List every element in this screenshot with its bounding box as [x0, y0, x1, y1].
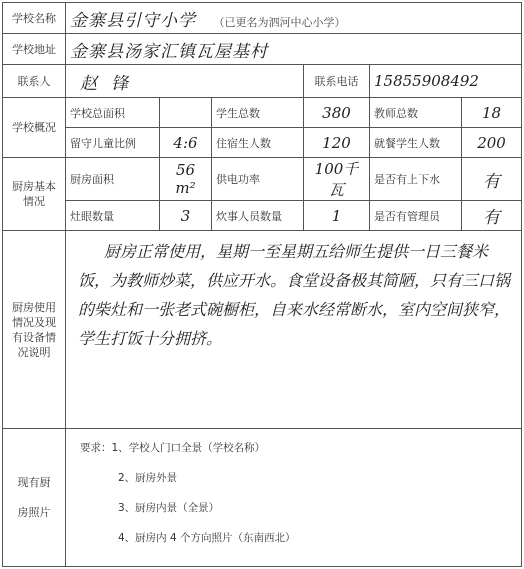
school-name-handwritten: 金寨县引守小学 [70, 10, 196, 31]
value-student-total: 380 [304, 98, 370, 128]
label-water: 是否有上下水 [370, 158, 462, 201]
row-overview-2 [3, 128, 522, 158]
kitchen-survey-form [2, 2, 521, 566]
value-school-area [160, 98, 212, 128]
label-kitchen-usage: 厨房使用情况及现有设备情况说明 [3, 231, 66, 429]
label-manager: 是否有管理员 [370, 201, 462, 231]
label-stove-count: 灶眼数量 [66, 201, 160, 231]
school-name-note: （已更名为泗河中心小学） [213, 15, 346, 29]
value-manager: 有 [462, 201, 522, 231]
value-boarding-students: 120 [304, 128, 370, 158]
label-left-behind-ratio: 留守儿童比例 [66, 128, 160, 158]
label-contact: 联系人 [3, 65, 66, 98]
label-school-overview: 学校概况 [3, 98, 66, 158]
label-kitchen-area: 厨房面积 [66, 158, 160, 201]
photo-requirement-item: 3、厨房内景（全景） [118, 502, 220, 514]
value-cook-count: 1 [304, 201, 370, 231]
label-cook-count: 炊事人员数量 [212, 201, 304, 231]
label-student-total: 学生总数 [212, 98, 304, 128]
value-left-behind-ratio: 4:6 [160, 128, 212, 158]
row-school-name [3, 3, 522, 34]
value-dining-students: 200 [462, 128, 522, 158]
value-teacher-total: 18 [462, 98, 522, 128]
row-kitchen-2 [3, 201, 522, 231]
row-overview-1 [3, 98, 522, 128]
row-kitchen-1 [3, 158, 522, 201]
row-photos [3, 429, 522, 567]
value-school-name [66, 3, 522, 34]
value-contact-phone: 15855908492 [370, 65, 522, 98]
label-photos: 现有厨房照片 [3, 429, 66, 567]
value-kitchen-area: 56 m² [160, 158, 212, 201]
label-teacher-total: 教师总数 [370, 98, 462, 128]
row-kitchen-usage [3, 231, 522, 429]
value-power: 100千瓦 [304, 158, 370, 201]
label-dining-students: 就餐学生人数 [370, 128, 462, 158]
photo-requirement-item: 2、厨房外景 [118, 472, 178, 484]
label-school-area: 学校总面积 [66, 98, 160, 128]
label-kitchen-status: 厨房基本情况 [3, 158, 66, 231]
photo-requirement-intro: 要求：1、学校人门口全景（学校名称） [80, 442, 266, 454]
value-school-address: 金寨县汤家汇镇瓦屋基村 [66, 34, 522, 65]
photo-requirements [66, 429, 522, 567]
row-contact [3, 65, 522, 98]
value-water: 有 [462, 158, 522, 201]
value-contact: 赵锋 [66, 65, 304, 98]
label-school-name: 学校名称 [3, 3, 66, 34]
label-power: 供电功率 [212, 158, 304, 201]
label-school-address: 学校地址 [3, 34, 66, 65]
row-school-address [3, 34, 522, 65]
label-boarding-students: 住宿生人数 [212, 128, 304, 158]
value-stove-count: 3 [160, 201, 212, 231]
value-kitchen-usage: 厨房正常使用，星期一至星期五给师生提供一日三餐米饭，为教师炒菜，供应开水。食堂设备极其简陋，只有三口锅的柴灶和一张老式碗橱柜，自来水经常断水，室内空间狭窄，学生打饭十分拥挤。 [66, 231, 522, 429]
photo-requirement-item: 4、厨房内 4 个方向照片（东南西北） [118, 532, 296, 544]
label-contact-phone: 联系电话 [304, 65, 370, 98]
survey-table [2, 2, 522, 567]
